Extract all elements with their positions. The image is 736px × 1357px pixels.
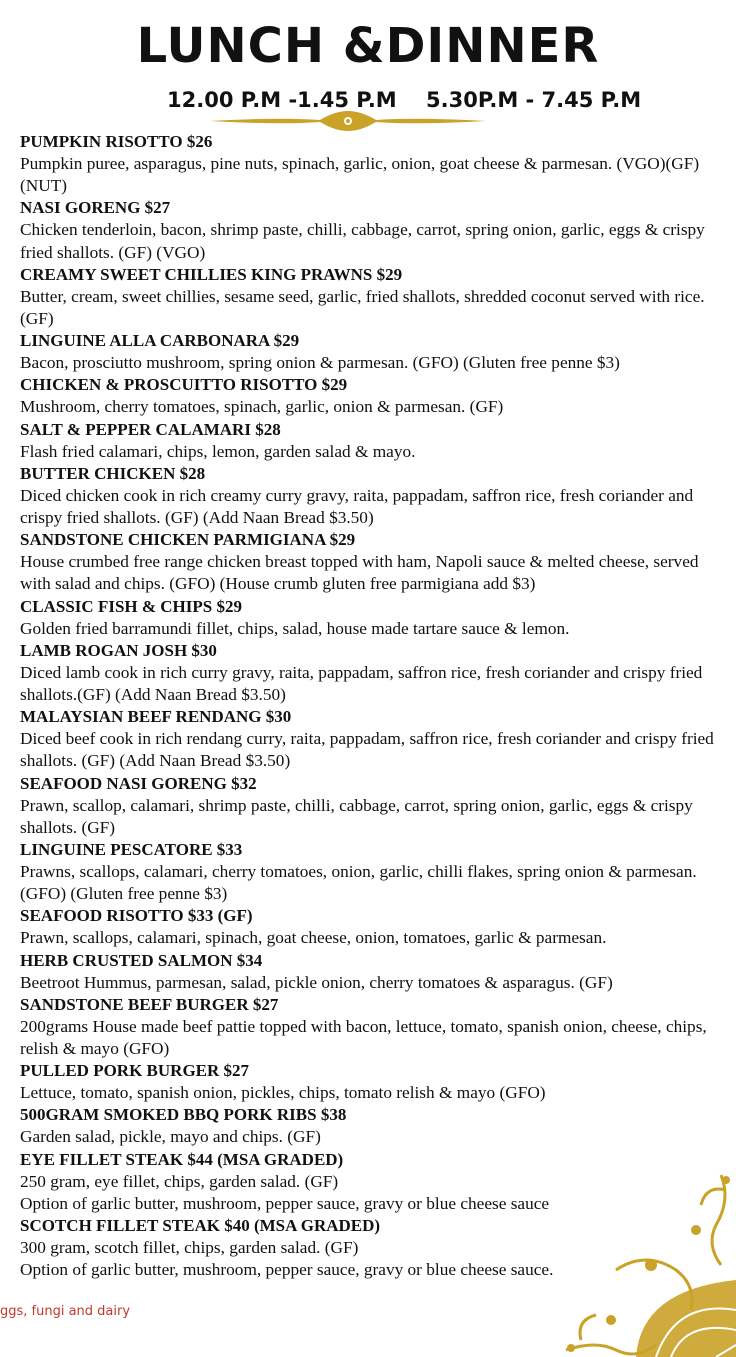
item-description: Bacon, prosciutto mushroom, spring onion & parmesan. (GFO) (Gluten free penne $3) xyxy=(20,353,620,373)
item-name: PUMPKIN RISOTTO $26 xyxy=(20,132,213,151)
item-description: 300 gram, scotch fillet, chips, garden salad. (GF) xyxy=(20,1238,359,1258)
menu-item xyxy=(20,374,732,418)
item-description: Lettuce, tomato, spanish onion, pickles, chips, tomato relish & mayo (GFO) xyxy=(20,1083,546,1103)
item-description: Butter, cream, sweet chillies, sesame seed, garlic, fried shallots, shredded coconut served with rice. (GF) xyxy=(20,286,705,329)
menu-item xyxy=(20,419,732,463)
item-description: Prawns, scallops, calamari, cherry tomatoes, onion, garlic, chilli flakes, spring onion & parmesan. (GFO) (Gluten free penne $3) xyxy=(20,862,697,904)
menu-item xyxy=(20,131,732,197)
menu-item xyxy=(20,905,732,949)
item-description: Garden salad, pickle, mayo and chips. (GF) xyxy=(20,1127,321,1147)
item-name: CLASSIC FISH & CHIPS $29 xyxy=(20,596,242,616)
item-description: Chicken tenderloin, bacon, shrimp paste, chilli, cabbage, carrot, spring onion, garlic, eggs & crispy fried shallots. (GF) (VGO) xyxy=(20,220,705,262)
item-name: EYE FILLET STEAK $44 (MSA GRADED) xyxy=(20,1149,344,1169)
item-description: Flash fried calamari, chips, lemon, garden salad & mayo. xyxy=(20,441,416,461)
item-description: Prawn, scallops, calamari, spinach, goat cheese, onion, tomatoes, garlic & parmesan. xyxy=(20,928,607,948)
item-description: Beetroot Hummus, parmesan, salad, pickle onion, cherry tomatoes & asparagus. (GF) xyxy=(20,972,613,992)
item-name: CHICKEN & PROSCUITTO RISOTTO $29 xyxy=(20,375,348,395)
item-name: SALT & PEPPER CALAMARI $28 xyxy=(20,419,281,439)
item-description: Diced lamb cook in rich curry gravy, raita, pappadam, saffron rice, fresh coriander and crispy fried shallots.(GF) (Add Naan Bread $3.50) xyxy=(20,662,703,705)
item-description: Golden fried barramundi fillet, chips, salad, house made tartare sauce & lemon. xyxy=(20,618,570,638)
item-description: Diced beef cook in rich rendang curry, raita, pappadam, saffron rice, fresh coriander and crispy fried shallots. (GF) (Add Naan Bread $3.50) xyxy=(20,729,714,771)
menu-item xyxy=(20,950,732,994)
item-name: SANDSTONE CHICKEN PARMIGIANA $29 xyxy=(20,530,356,550)
menu-item xyxy=(20,1104,732,1148)
item-sauce-options: Option of garlic butter, mushroom, pepper sauce, gravy or blue cheese sauce xyxy=(20,1193,550,1213)
menu-item xyxy=(20,994,732,1060)
menu-item xyxy=(20,264,732,330)
menu-item xyxy=(20,330,732,374)
item-name: NASI GORENG $27 xyxy=(20,198,171,218)
gold-corner-ornament-icon xyxy=(556,1170,736,1357)
item-name: HERB CRUSTED SALMON $34 xyxy=(20,950,263,970)
item-name: LAMB ROGAN JOSH $30 xyxy=(20,640,217,660)
item-name: SCOTCH FILLET STEAK $40 (MSA GRADED) xyxy=(20,1216,381,1236)
dinner-hours: 5.30P.M - 7.45 P.M xyxy=(426,88,642,112)
item-name: SEAFOOD RISOTTO $33 (GF) xyxy=(20,906,253,926)
menu-item xyxy=(20,1060,732,1104)
item-description: Prawn, scallop, calamari, shrimp paste, chilli, cabbage, carrot, spring onion, garlic, eggs & crispy shallots. (GF) xyxy=(20,795,693,837)
item-name: PULLED PORK BURGER $27 xyxy=(20,1061,250,1081)
item-description: 200grams House made beef pattie topped with bacon, lettuce, tomato, spanish onion, cheese, chips, relish & mayo (GFO) xyxy=(20,1016,707,1059)
item-name: CREAMY SWEET CHILLIES KING PRAWNS $29 xyxy=(20,264,403,284)
item-description: 250 gram, eye fillet, chips, garden salad. (GF) xyxy=(20,1171,339,1191)
ornamental-divider-icon xyxy=(210,109,486,133)
item-description: Mushroom, cherry tomatoes, spinach, garlic, onion & parmesan. (GF) xyxy=(20,397,504,417)
item-name: MALAYSIAN BEEF RENDANG $30 xyxy=(20,707,292,727)
menu-item xyxy=(20,640,732,706)
menu-item xyxy=(20,839,732,905)
item-description: Pumpkin puree, asparagus, pine nuts, spinach, garlic, onion, goat cheese & parmesan. (VGO)(GF)(NUT) xyxy=(20,154,700,196)
item-name: LINGUINE PESCATORE $33 xyxy=(20,840,243,860)
item-name: 500GRAM SMOKED BBQ PORK RIBS $38 xyxy=(20,1105,347,1125)
menu-item xyxy=(20,773,732,839)
item-name: LINGUINE ALLA CARBONARA $29 xyxy=(20,331,300,351)
menu-list xyxy=(20,131,732,1282)
menu-item xyxy=(20,529,732,595)
item-name: SANDSTONE BEEF BURGER $27 xyxy=(20,994,279,1014)
menu-item xyxy=(20,706,732,772)
page-title: LUNCH &DINNER xyxy=(136,18,600,74)
item-name: BUTTER CHICKEN $28 xyxy=(20,463,206,483)
menu-item xyxy=(20,197,732,263)
dietary-footnote: ggs, fungi and dairy xyxy=(0,1304,131,1319)
menu-header xyxy=(0,0,736,132)
item-description: House crumbed free range chicken breast topped with ham, Napoli sauce & melted cheese, served with salad and chips. (GFO) (House crumb gluten free parmigiana add $3) xyxy=(20,552,699,594)
menu-item xyxy=(20,463,732,529)
item-name: SEAFOOD NASI GORENG $32 xyxy=(20,773,257,793)
lunch-hours: 12.00 P.M -1.45 P.M xyxy=(167,88,397,112)
item-sauce-options: Option of garlic butter, mushroom, pepper sauce, gravy or blue cheese sauce. xyxy=(20,1260,554,1280)
item-description: Diced chicken cook in rich creamy curry gravy, raita, pappadam, saffron rice, fresh coriander and crispy fried shallots. (GF) (Add Naan Bread $3.50) xyxy=(20,485,694,528)
menu-item xyxy=(20,596,732,640)
